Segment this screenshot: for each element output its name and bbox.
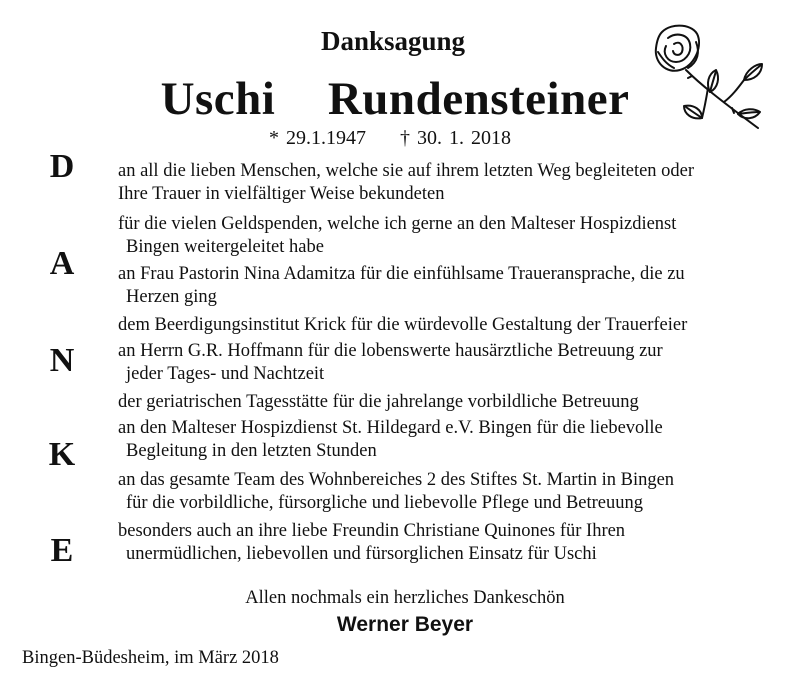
list-item: an Frau Pastorin Nina Adamitza für die einfühlsame Traueransprache, die zu Herzen ging — [118, 264, 685, 307]
list-item: der geriatrischen Tagesstätte für die jahrelange vorbildliche Betreuung — [118, 392, 639, 412]
list-item: an Herrn G.R. Hoffmann für die lobenswerte hausärztliche Betreuung zur jeder Tages- und Nachtzeit — [118, 341, 663, 384]
rose-icon — [648, 22, 764, 134]
side-letter-e: E — [50, 532, 74, 569]
side-letter-k: K — [48, 436, 76, 473]
side-letter-d: D — [49, 148, 75, 185]
birth-date: * 29.1.1947 — [269, 127, 366, 149]
list-item: für die vielen Geldspenden, welche ich gerne an den Malteser Hospizdienst Bingen weitergeleitet habe — [118, 214, 677, 257]
notice-title: Danksagung — [320, 26, 466, 56]
list-item: dem Beerdigungsinstitut Krick für die würdevolle Gestaltung der Trauerfeier — [118, 315, 688, 335]
place-and-date: Bingen-Büdesheim, im März 2018 — [22, 648, 279, 668]
list-item: besonders auch an ihre liebe Freundin Christiane Quinones für Ihren unermüdlichen, liebevollen und fürsorglichen Einsatz für Uschi — [118, 521, 626, 564]
list-item: an das gesamte Team des Wohnbereiches 2 des Stiftes St. Martin in Bingen für die vorbildliche, fürsorgliche und liebevolle Pflege und Betreuung — [118, 470, 675, 513]
signature-name: Werner Beyer — [336, 613, 474, 636]
side-letter-a: A — [49, 245, 75, 282]
list-item: an den Malteser Hospizdienst St. Hildegard e.V. Bingen für die liebevolle Begleitung in den letzten Stunden — [118, 418, 663, 461]
side-letter-n: N — [49, 342, 75, 379]
death-date: † 30. 1. 2018 — [400, 127, 511, 149]
list-item: an all die lieben Menschen, welche sie auf ihrem letzten Weg begleiteten oder Ihre Trauer in vielfältiger Weise bekundeten — [118, 161, 695, 204]
closing-line: Allen nochmals ein herzliches Dankeschön — [245, 588, 565, 608]
deceased-name: Uschi Rundensteiner — [160, 73, 630, 125]
life-dates — [180, 127, 600, 150]
